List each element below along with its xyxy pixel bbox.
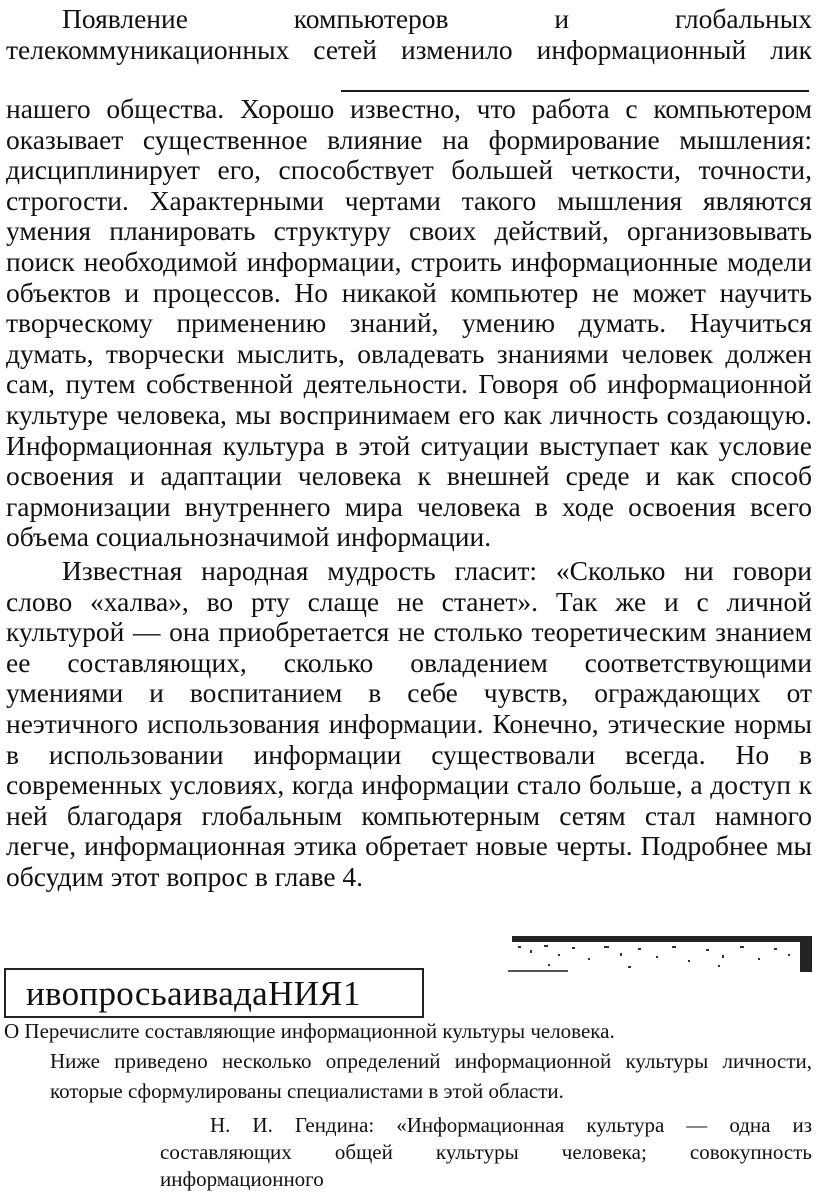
- section-heading-text: ивопросьаивадаНИЯ1: [26, 974, 361, 1013]
- quote-line-1: Н. И. Гендина: «Информационная культура — одна из: [210, 1113, 812, 1137]
- paragraph-main: нашего общества. Хорошо известно, что работа с компьютером оказывает существенное влияние на формирование мышления: дисциплинирует его, способствует большей четкости, точности, строгости. Характерными чертами такого мышления являются умения планировать структуру своих действий, организовывать поиск необходимой информации, строить информационные модели объектов и процессов. Но никакой компьютер не может научить творческому применению знаний, умению думать. Научиться думать, творчески мыслить, овладевать знаниями человек должен сам, путем собственной деятельности. Говоря об информационной культуре человека, мы воспринимаем его как личность создающую. Информационная культура в этой ситуации выступает как условие освоения и адаптации человека к внешней среде и как способ гармонизации внутреннего мира человека в ходе освоения всего объема социальнозначимой информации.: [6, 93, 812, 553]
- quote-line-3: информационного: [160, 1167, 324, 1191]
- section-heading-box: [4, 968, 424, 1018]
- intro-line-2: телекоммуникационных сетей изменило информационный лик: [6, 33, 812, 65]
- paragraph-intro-lines: [6, 4, 812, 65]
- quote-line-2: составляющих общей культуры человека; совокупность: [160, 1140, 812, 1164]
- definitions-intro: Ниже приведено несколько определений информационной культуры личности, которые сформулированы специалистами в этой области.: [50, 1049, 812, 1103]
- paragraph-wisdom: Известная народная мудрость гласит: «Сколько ни говори слово «халва», во рту слаще не станет». Так же и с личной культурой — она приобретается не столько теоретическим знанием ее составляющих, сколько овладением соответствующими умениями и воспитанием в себе чувств, ограждающих от неэтичного использования информации. Конечно, этические нормы в использовании информации существовали всегда. Но в современных условиях, когда информации стало больше, а доступ к ней благодаря глобальным компьютерным сетям стал намного легче, информационная этика обретает новые черты. Подробнее мы обсудим этот вопрос в главе 4.: [6, 555, 812, 892]
- underline-rule: [341, 90, 809, 92]
- question-item: О Перечислите составляющие информационной культуры человека.: [4, 1019, 615, 1043]
- quote-gendina: [160, 1112, 812, 1193]
- scan-noise-artifact: [508, 934, 814, 974]
- intro-line-1: Появление компьютеров и глобальных: [62, 3, 812, 34]
